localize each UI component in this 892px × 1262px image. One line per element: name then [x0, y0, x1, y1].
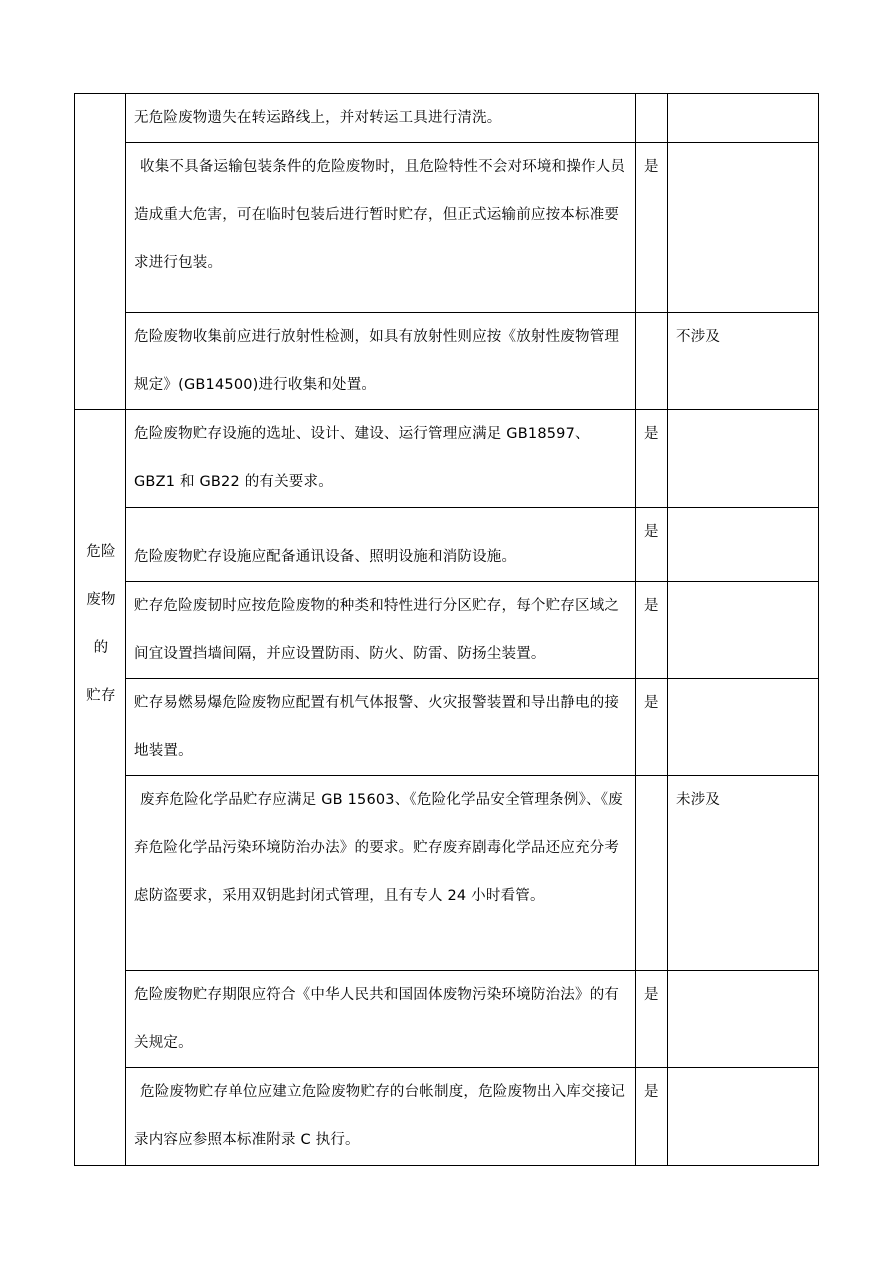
table-row: [75, 143, 819, 313]
table-row: [75, 508, 819, 582]
status-cell: 是: [636, 410, 668, 508]
status-cell: [636, 313, 668, 410]
category-label: 贮存: [86, 688, 116, 704]
requirement-cell: 贮存危险废韧时应按危险废物的种类和特性进行分区贮存，每个贮存区域之间宜设置挡墙间隔，并应设置防雨、防火、防雷、防扬尘装置。: [126, 582, 636, 679]
requirement-cell: 废弃危险化学品贮存应满足 GB 15603、《危险化学品安全管理条例》、《废弃危险化学品污染环境防治办法》的要求。贮存废弃剧毒化学品还应充分考虑防盗要求，采用双钥匙封闭式管理，且有专人 24 小时看管。: [126, 776, 636, 971]
table-row: [75, 410, 819, 508]
note-cell: [668, 582, 819, 679]
note-cell: [668, 508, 819, 582]
requirement-cell: 无危险废物遗失在转运路线上，并对转运工具进行清洗。: [126, 94, 636, 143]
status-cell: 是: [636, 582, 668, 679]
requirement-cell: 危险废物贮存单位应建立危险废物贮存的台帐制度，危险废物出入库交接记录内容应参照本标准附录 C 执行。: [126, 1068, 636, 1166]
status-cell: [636, 776, 668, 971]
note-cell: [668, 143, 819, 313]
table-row: [75, 313, 819, 410]
status-cell: 是: [636, 679, 668, 776]
requirement-cell: 危险废物贮存期限应符合《中华人民共和国固体废物污染环境防治法》的有关规定。: [126, 971, 636, 1068]
table-row: [75, 971, 819, 1068]
note-cell: 不涉及: [668, 313, 819, 410]
status-cell: 是: [636, 971, 668, 1068]
category-label: 的: [93, 640, 109, 656]
note-cell: [668, 1068, 819, 1166]
table-row: [75, 776, 819, 971]
table-row: [75, 582, 819, 679]
category-cell-storage: [75, 410, 126, 1166]
note-cell: [668, 971, 819, 1068]
status-cell: 是: [636, 508, 668, 582]
requirement-cell: 收集不具备运输包装条件的危险废物时，且危险特性不会对环境和操作人员造成重大危害，可在临时包装后进行暂时贮存，但正式运输前应按本标准要求进行包装。: [126, 143, 636, 313]
note-cell: [668, 94, 819, 143]
category-cell: [75, 94, 126, 410]
requirement-cell: 危险废物收集前应进行放射性检测，如具有放射性则应按《放射性废物管理规定》(GB14500)进行收集和处置。: [126, 313, 636, 410]
category-label: 废物: [86, 592, 116, 608]
table-row: [75, 1068, 819, 1166]
checklist-table: [74, 93, 819, 1166]
note-cell: [668, 410, 819, 508]
status-cell: [636, 94, 668, 143]
status-cell: 是: [636, 143, 668, 313]
status-cell: 是: [636, 1068, 668, 1166]
note-cell: 未涉及: [668, 776, 819, 971]
requirement-cell: 危险废物贮存设施应配备通讯设备、照明设施和消防设施。: [126, 508, 636, 582]
table-row: [75, 679, 819, 776]
table-row: [75, 94, 819, 143]
category-label: 危险: [86, 544, 116, 560]
note-cell: [668, 679, 819, 776]
requirement-cell: 贮存易燃易爆危险废物应配置有机气体报警、火灾报警装置和导出静电的接地装置。: [126, 679, 636, 776]
requirement-cell: 危险废物贮存设施的选址、设计、建设、运行管理应满足 GB18597、GBZ1 和 GB22 的有关要求。: [126, 410, 636, 508]
